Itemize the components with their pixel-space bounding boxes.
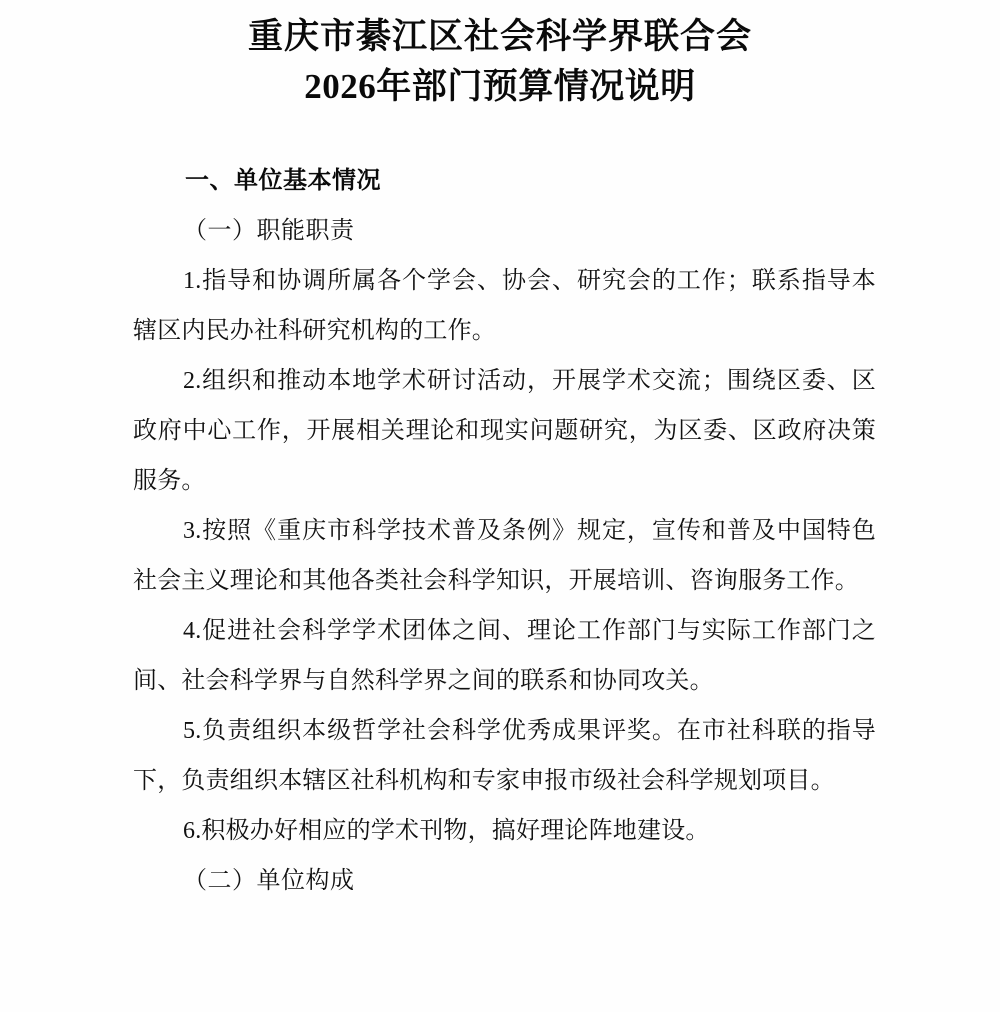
- paragraph-duty-3: 3.按照《重庆市科学技术普及条例》规定，宣传和普及中国特色社会主义理论和其他各类社会科学知识，开展培训、咨询服务工作。: [133, 518, 876, 594]
- paragraph-duty-5: 5.负责组织本级哲学社会科学优秀成果评奖。在市社科联的指导下，负责组织本辖区社科机构和专家申报市级社会科学规划项目。: [133, 718, 876, 794]
- document-title: [0, 0, 1000, 112]
- paragraph-duty-1: 1.指导和协调所属各个学会、协会、研究会的工作；联系指导本辖区内民办社科研究机构的工作。: [133, 268, 876, 344]
- paragraph-duty-2: 2.组织和推动本地学术研讨活动，开展学术交流；围绕区委、区政府中心工作，开展相关理论和现实问题研究，为区委、区政府决策服务。: [133, 368, 876, 494]
- title-body-spacer: [0, 112, 1000, 156]
- document-title-line-2: 2026年部门预算情况说明: [304, 67, 696, 106]
- document-title-line-1: 重庆市綦江区社会科学界联合会: [247, 17, 752, 56]
- paragraph-duty-6: 6.积极办好相应的学术刊物，搞好理论阵地建设。: [183, 818, 710, 844]
- document-body: [0, 156, 1000, 906]
- sub-heading-duties: （一）职能职责: [183, 218, 355, 244]
- sub-heading-unit-composition: （二）单位构成: [183, 868, 355, 894]
- paragraph-duty-4: 4.促进社会科学学术团体之间、理论工作部门与实际工作部门之间、社会科学界与自然科学界之间的联系和协同攻关。: [133, 618, 876, 694]
- section-heading-unit-basic-info: 一、单位基本情况: [185, 167, 381, 194]
